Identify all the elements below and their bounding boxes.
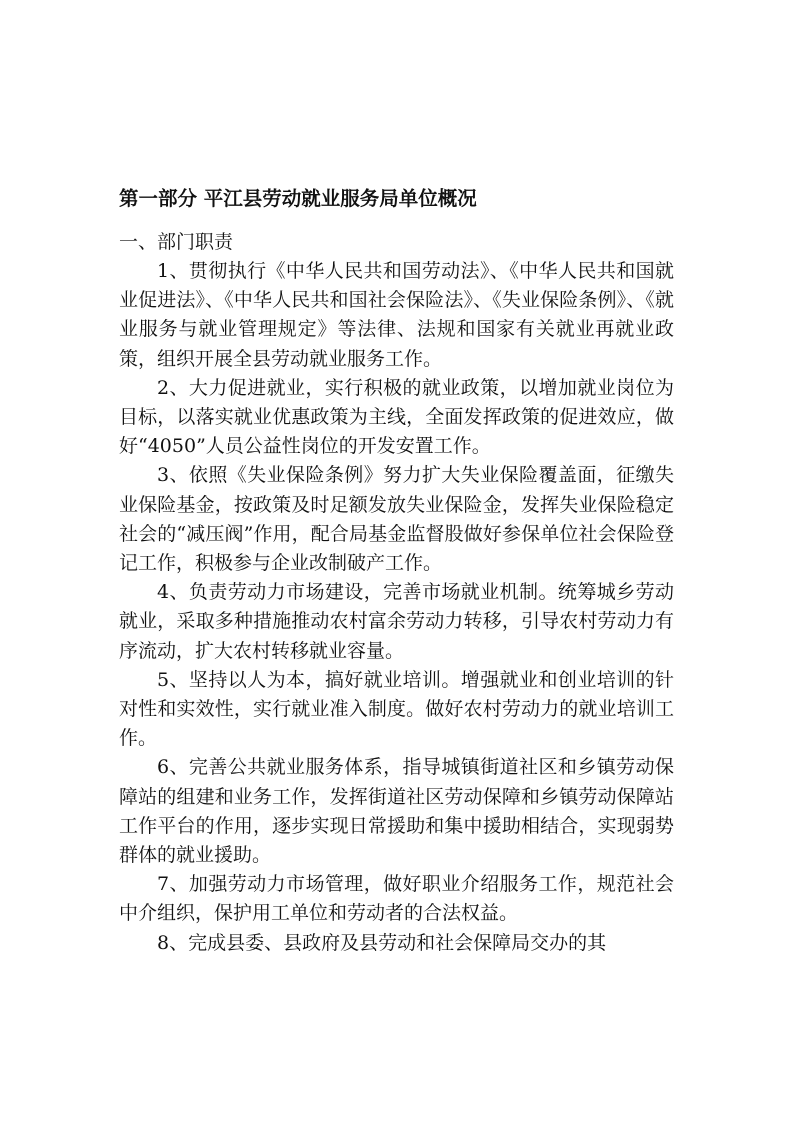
document-page	[119, 184, 674, 958]
duty-paragraph-5: 5、坚持以人为本，搞好就业培训。增强就业和创业培训的针对性和实效性，实行就业准入制度。做好农村劳动力的就业培训工作。	[119, 668, 674, 750]
duty-paragraph-2: 2、大力促进就业，实行积极的就业政策，以增加就业岗位为目标，以落实就业优惠政策为主线，全面发挥政策的促进效应，做好“4050”人员公益性岗位的开发安置工作。	[119, 376, 674, 458]
document-title: 第一部分 平江县劳动就业服务局单位概况	[119, 187, 477, 210]
duty-paragraph-4: 4、负责劳动力市场建设，完善市场就业机制。统筹城乡劳动就业，采取多种措施推动农村富余劳动力转移，引导农村劳动力有序流动，扩大农村转移就业容量。	[119, 581, 674, 662]
duty-paragraph-7: 7、加强劳动力市场管理，做好职业介绍服务工作，规范社会中介组织，保护用工单位和劳动者的合法权益。	[119, 873, 674, 925]
duty-paragraph-1: 1、贯彻执行《中华人民共和国劳动法》、《中华人民共和国就业促进法》、《中华人民共和国社会保险法》、《失业保险条例》、《就业服务与就业管理规定》等法律、法规和国家有关就业再就业政策，组织开展全县劳动就业服务工作。	[119, 260, 674, 370]
duty-paragraph-3: 3、依照《失业保险条例》努力扩大失业保险覆盖面，征缴失业保险基金，按政策及时足额发放失业保险金，发挥失业保险稳定社会的“减压阀”作用，配合局基金监督股做好参保单位社会保险登记工作，积极参与企业改制破产工作。	[119, 464, 674, 575]
duty-paragraph-8: 8、完成县委、县政府及县劳动和社会保障局交办的其	[157, 931, 607, 954]
duty-paragraph-6: 6、完善公共就业服务体系，指导城镇街道社区和乡镇劳动保障站的组建和业务工作，发挥街道社区劳动保障和乡镇劳动保障站工作平台的作用，逐步实现日常援助和集中援助相结合，实现弱势群体的就业援助。	[119, 756, 674, 867]
section-heading: 一、部门职责	[119, 231, 234, 253]
